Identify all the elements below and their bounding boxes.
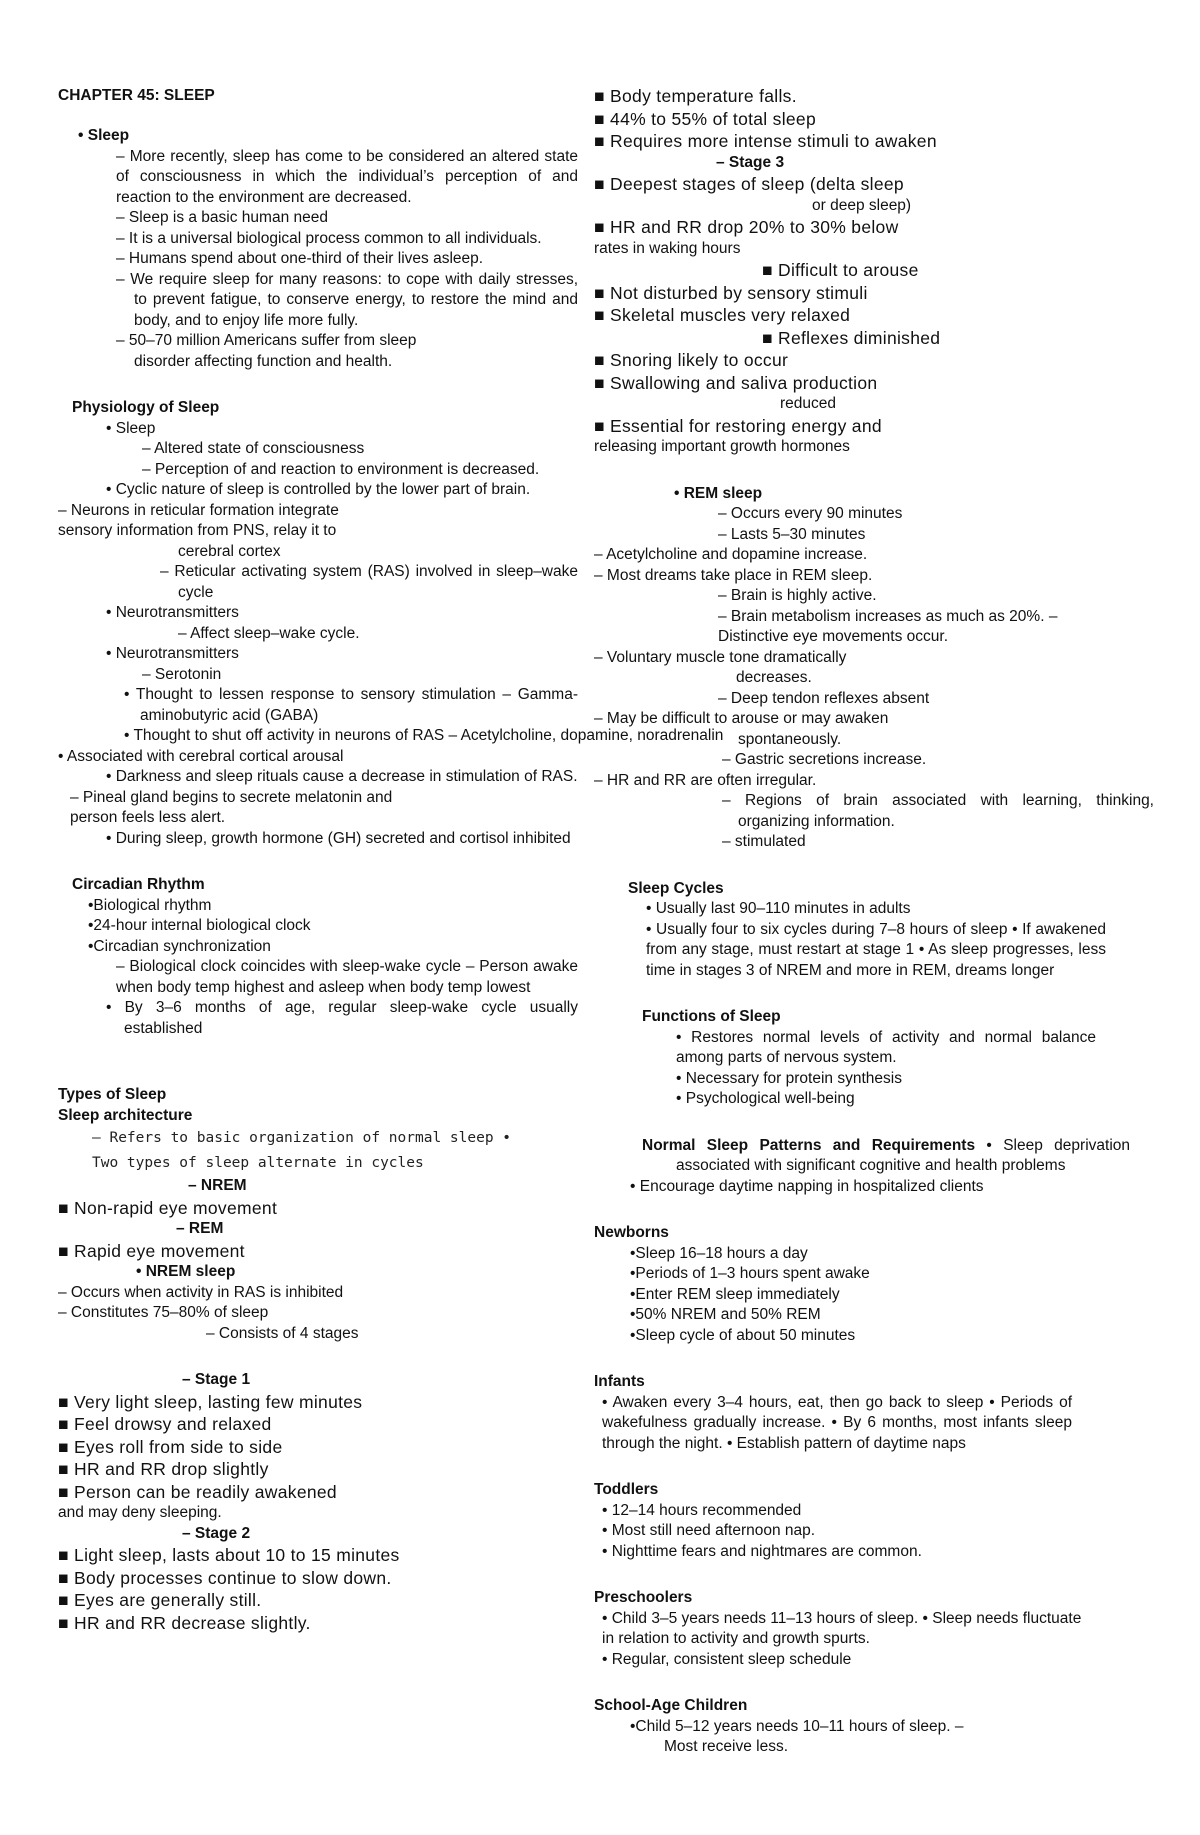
- text-line: •Biological rhythm: [88, 896, 212, 914]
- text-line: • Psychological well-being: [676, 1090, 855, 1107]
- text-line: – Perception of and reaction to environment is decreased.: [142, 460, 540, 478]
- text-line: – Sleep is a basic human need: [116, 209, 328, 226]
- text-line: • Darkness and sleep rituals cause a decrease in stimulation of RAS.: [106, 768, 578, 785]
- text-line: Normal Sleep Patterns and Requirements • Sleep deprivation associated with significant cognitive and health problems: [642, 1136, 1131, 1174]
- text-line: ■ Snoring likely to occur: [594, 350, 789, 370]
- spacer: [594, 458, 1154, 484]
- text-line: ■ Swallowing and saliva production: [594, 372, 878, 393]
- text-line: – Most dreams take place in REM sleep.: [594, 566, 873, 584]
- text-line: ■ Skeletal muscles very relaxed: [594, 305, 851, 325]
- section-heading: Functions of Sleep: [642, 1008, 781, 1025]
- text-line: – Humans spend about one-third of their lives asleep.: [116, 250, 484, 267]
- section-heading: Sleep architecture: [58, 1106, 193, 1124]
- section-heading: Infants: [594, 1373, 645, 1390]
- section-heading: Types of Sleep: [58, 1086, 167, 1103]
- text-line: ■ Difficult to arouse: [762, 260, 919, 280]
- section-heading: Toddlers: [594, 1481, 659, 1498]
- text-line: •24-hour internal biological clock: [88, 917, 311, 934]
- section-heading: Newborns: [594, 1224, 669, 1241]
- text-line: ■ Non-rapid eye movement: [58, 1197, 278, 1218]
- text-line: rates in waking hours: [594, 239, 741, 257]
- text-line: – We require sleep for many reasons: to cope with daily stresses, to prevent fatigue, to conserve energy, to restore the mind and body, and to enjoy life more fully.: [116, 270, 578, 329]
- text-line: ■ Requires more intense stimuli to awaken: [594, 131, 937, 151]
- text-line: cerebral cortex: [178, 542, 281, 560]
- text-line: •Enter REM sleep immediately: [630, 1285, 840, 1303]
- spacer: [594, 1197, 1154, 1223]
- text-line: or deep sleep): [812, 196, 912, 214]
- text-line: decreases.: [736, 669, 812, 686]
- text-line: • Nighttime fears and nightmares are common.: [602, 1542, 922, 1560]
- text-line: – Occurs when activity in RAS is inhibited: [58, 1283, 344, 1301]
- text-line: reduced: [780, 395, 837, 412]
- spacer: [594, 1346, 1154, 1372]
- text-line: • Thought to lessen response to sensory stimulation – Gamma-aminobutyric acid (GABA): [124, 686, 578, 724]
- spacer: [594, 853, 1154, 879]
- section-heading: Sleep Cycles: [628, 879, 724, 897]
- text-line: • Associated with cerebral cortical arousal: [58, 747, 344, 765]
- text-line: – Reticular activating system (RAS) involved in sleep–wake cycle: [160, 563, 578, 601]
- section-heading: – Stage 1: [182, 1371, 251, 1388]
- text-line: – Lasts 5–30 minutes: [718, 525, 866, 543]
- text-line: – Refers to basic organization of normal sleep • Two types of sleep alternate in cycles: [92, 1130, 512, 1171]
- text-line: and may deny sleeping.: [58, 1504, 222, 1521]
- text-line: • Most still need afternoon nap.: [602, 1522, 816, 1539]
- text-line: ■ HR and RR decrease slightly.: [58, 1612, 311, 1633]
- text-line: – Acetylcholine and dopamine increase.: [594, 546, 868, 563]
- text-line: – It is a universal biological process common to all individuals.: [116, 229, 542, 247]
- spacer: [58, 1065, 578, 1085]
- text-line: • 12–14 hours recommended: [602, 1501, 802, 1519]
- text-line: releasing important growth hormones: [594, 438, 850, 455]
- text-line: – Neurons in reticular formation integrate: [58, 501, 339, 519]
- spacer: [58, 1344, 578, 1370]
- section-heading: Circadian Rhythm: [72, 876, 205, 893]
- text-line: disorder affecting function and health.: [134, 352, 393, 370]
- spacer: [58, 849, 578, 875]
- text-line: – More recently, sleep has come to be considered an altered state of consciousness in which the individual’s perception of and reaction to the environment are decreased.: [116, 147, 578, 206]
- text-line: – Serotonin: [142, 665, 222, 683]
- text-line: • Restores normal levels of activity and normal balance among parts of nervous system.: [676, 1028, 1096, 1066]
- text-line: – Affect sleep–wake cycle.: [178, 624, 360, 642]
- text-line: • By 3–6 months of age, regular sleep-wake cycle usually established: [106, 999, 578, 1037]
- text-line: – Gastric secretions increase.: [722, 751, 927, 768]
- text-line: •Circadian synchronization: [88, 937, 271, 955]
- spacer: [58, 1039, 578, 1065]
- section-heading: – Stage 3: [716, 153, 785, 171]
- section-heading: • REM sleep: [674, 484, 763, 502]
- text-line: ■ Rapid eye movement: [58, 1240, 245, 1261]
- section-heading: School-Age Children: [594, 1697, 748, 1714]
- text-line: – Constitutes 75–80% of sleep: [58, 1304, 269, 1321]
- text-line: ■ Person can be readily awakened: [58, 1481, 337, 1502]
- text-line: •50% NREM and 50% REM: [630, 1306, 821, 1323]
- text-line: • During sleep, growth hormone (GH) secreted and cortisol inhibited: [106, 829, 571, 847]
- text-line: • Necessary for protein synthesis: [676, 1069, 902, 1087]
- text-line: ■ Body processes continue to slow down.: [58, 1567, 392, 1588]
- section-heading: Physiology of Sleep: [72, 399, 220, 416]
- chapter-title: CHAPTER 45: SLEEP: [58, 87, 215, 104]
- text-line: ■ Essential for restoring energy and: [594, 415, 882, 436]
- text-line: – 50–70 million Americans suffer from sleep: [116, 332, 417, 349]
- text-line: ■ 44% to 55% of total sleep: [594, 108, 816, 129]
- text-line: sensory information from PNS, relay it to: [58, 522, 337, 539]
- text-line: ■ Deepest stages of sleep (delta sleep: [594, 174, 904, 194]
- text-line: Distinctive eye movements occur.: [718, 628, 949, 645]
- text-line: ■ Eyes are generally still.: [58, 1590, 262, 1610]
- spacer: [594, 1562, 1154, 1588]
- spacer: [594, 1454, 1154, 1480]
- text-line: • Child 3–5 years needs 11–13 hours of sleep. • Sleep needs fluctuate in relation to activity and growth spurts.: [602, 1609, 1082, 1647]
- text-line: – stimulated: [722, 833, 806, 850]
- text-line: ■ Light sleep, lasts about 10 to 15 minutes: [58, 1545, 400, 1565]
- text-line: – Regions of brain associated with learning, thinking, organizing information.: [722, 792, 1154, 830]
- text-line: ■ Very light sleep, lasting few minutes: [58, 1391, 363, 1412]
- text-line: ■ HR and RR drop 20% to 30% below: [594, 217, 899, 237]
- text-line: • Neurotransmitters: [106, 645, 239, 662]
- text-line: • Encourage daytime napping in hospitalized clients: [630, 1177, 984, 1195]
- section-heading: • Sleep: [78, 127, 130, 144]
- text-line: – Brain is highly active.: [718, 587, 877, 604]
- text-line: – HR and RR are often irregular.: [594, 771, 817, 789]
- spacer: [594, 981, 1154, 1007]
- text-line: • Awaken every 3–4 hours, eat, then go back to sleep • Periods of wakefulness gradually increase. • By 6 months, most infants sleep through the night. • Establish pattern of daytime naps: [602, 1393, 1072, 1452]
- text-line: ■ HR and RR drop slightly: [58, 1459, 269, 1479]
- section-heading: – REM: [176, 1220, 224, 1237]
- text-line: • Sleep: [106, 419, 156, 437]
- right-column: [594, 85, 1154, 1758]
- text-line: – Biological clock coincides with sleep-wake cycle – Person awake when body temp highest and asleep when body temp lowest: [116, 958, 578, 996]
- text-line: • Usually last 90–110 minutes in adults: [646, 900, 911, 917]
- text-line: • Thought to shut off activity in neurons of RAS – Acetylcholine, dopamine, noradrenalin: [124, 727, 724, 744]
- section-heading: – Stage 2: [182, 1524, 251, 1542]
- text-line: – Consists of 4 stages: [206, 1324, 359, 1342]
- text-line: spontaneously.: [738, 730, 842, 748]
- text-line: • Cyclic nature of sleep is controlled by the lower part of brain.: [106, 481, 531, 498]
- text-line: • Usually four to six cycles during 7–8 hours of sleep • If awakened from any stage, must restart at stage 1 • As sleep progresses, less time in stages 3 of NREM and more in REM, dreams longer: [646, 920, 1106, 979]
- text-line: – Altered state of consciousness: [142, 440, 365, 457]
- text-line: •Sleep 16–18 hours a day: [630, 1244, 808, 1262]
- text-line: person feels less alert.: [70, 809, 226, 826]
- text-line: ■ Eyes roll from side to side: [58, 1436, 283, 1457]
- text-line: • Neurotransmitters: [106, 604, 239, 621]
- spacer: [594, 1110, 1154, 1136]
- text-line: •Periods of 1–3 hours spent awake: [630, 1265, 870, 1282]
- text-line: – Occurs every 90 minutes: [718, 505, 903, 522]
- section-heading: Preschoolers: [594, 1589, 693, 1606]
- text-line: ■ Reflexes diminished: [762, 327, 941, 348]
- text-line: • Regular, consistent sleep schedule: [602, 1650, 852, 1668]
- text-line: ■ Body temperature falls.: [594, 86, 797, 106]
- text-line: •Child 5–12 years needs 10–11 hours of sleep. –: [630, 1717, 964, 1735]
- text-line: ■ Feel drowsy and relaxed: [58, 1414, 272, 1434]
- text-line: – Voluntary muscle tone dramatically: [594, 648, 847, 666]
- text-line: – Deep tendon reflexes absent: [718, 689, 930, 707]
- text-line: – Brain metabolism increases as much as 20%. –: [718, 607, 1058, 625]
- section-heading: – NREM: [188, 1177, 247, 1194]
- text-line: – Pineal gland begins to secrete melatonin and: [70, 788, 393, 806]
- text-line: ■ Not disturbed by sensory stimuli: [594, 282, 868, 303]
- spacer: [58, 372, 578, 398]
- spacer: [594, 1670, 1154, 1696]
- text-line: – May be difficult to arouse or may awaken: [594, 710, 889, 727]
- text-line: •Sleep cycle of about 50 minutes: [630, 1326, 856, 1344]
- section-heading: • NREM sleep: [136, 1263, 236, 1280]
- text-line: Most receive less.: [664, 1738, 789, 1755]
